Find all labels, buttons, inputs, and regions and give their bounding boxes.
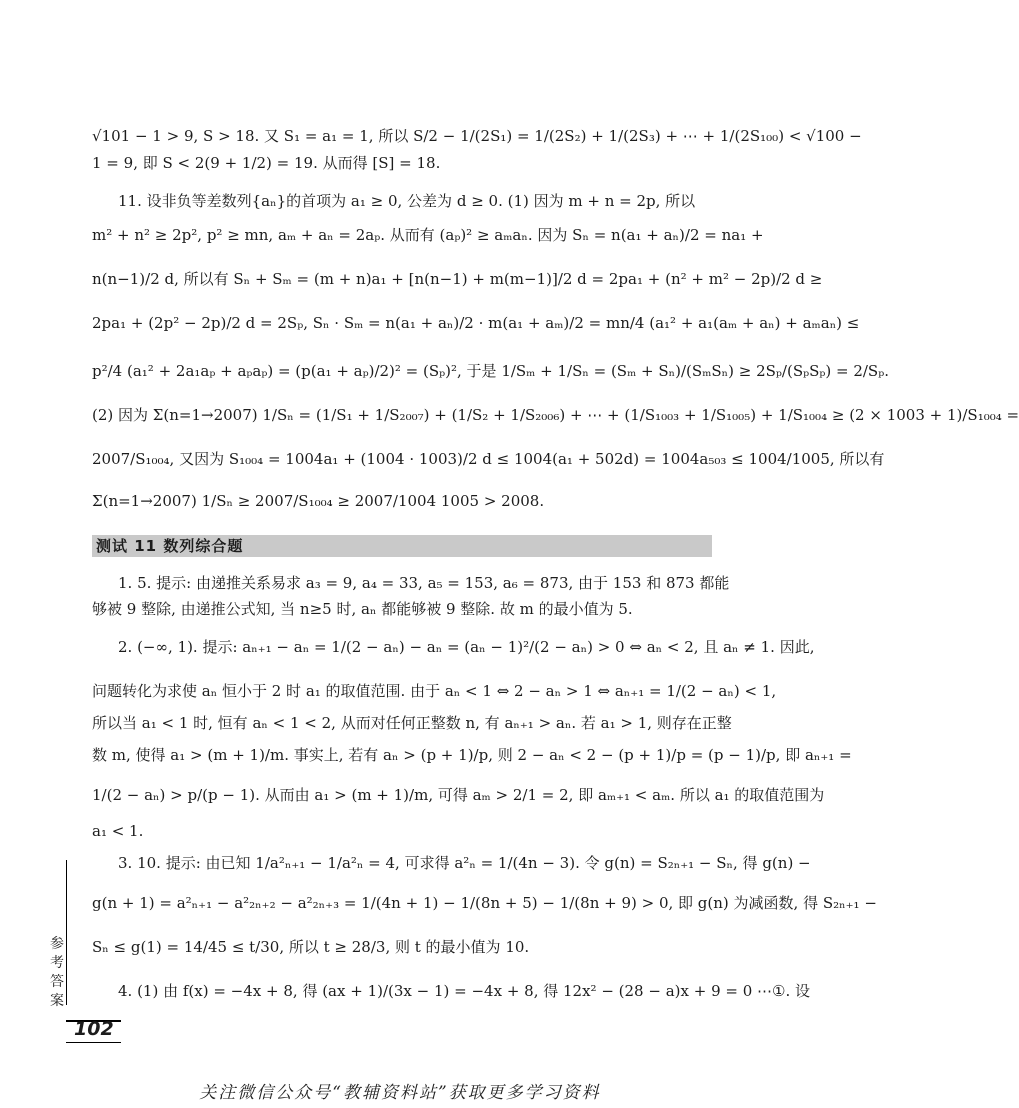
- text-line: 1 = 9, 即 S < 2(9 + 1/2) = 19. 从而得 [S] = 18.: [92, 154, 441, 172]
- text-line: g(n + 1) = a²ₙ₊₁ − a²₂ₙ₊₂ − a²₂ₙ₊₃ = 1/(4n + 1) − 1/(8n + 5) − 1/(8n + 9) > 0, 即 g(n) 为减函数, 得 S₂ₙ₊₁ −: [92, 894, 877, 912]
- text-line: p²/4 (a₁² + 2a₁aₚ + aₚaₚ) = (p(a₁ + aₚ)/2)² = (Sₚ)², 于是 1/Sₘ + 1/Sₙ = (Sₘ + Sₙ)/(SₘSₙ) ≥ 2Sₚ/(SₚSₚ) = 2/Sₚ.: [92, 362, 889, 380]
- text-line: 问题转化为求使 aₙ 恒小于 2 时 a₁ 的取值范围. 由于 aₙ < 1 ⇔ 2 − aₙ > 1 ⇔ aₙ₊₁ = 1/(2 − aₙ) < 1,: [92, 682, 777, 700]
- page-number-rule-bottom: [66, 1042, 121, 1043]
- text-line: Σ(n=1→2007) 1/Sₙ ≥ 2007/S₁₀₀₄ ≥ 2007/1004 1005 > 2008.: [92, 492, 545, 510]
- problem-11-heading-line: 11. 设非负等差数列{aₙ}的首项为 a₁ ≥ 0, 公差为 d ≥ 0. (1) 因为 m + n = 2p, 所以: [118, 192, 696, 210]
- text-line: 1/(2 − aₙ) > p/(p − 1). 从而由 a₁ > (m + 1)/m, 可得 aₘ > 2/1 = 2, 即 aₘ₊₁ < aₘ. 所以 a₁ 的取值范围为: [92, 786, 825, 804]
- margin-rule: [66, 860, 67, 1005]
- page-number: 102: [74, 1018, 114, 1040]
- text-line: 数 m, 使得 a₁ > (m + 1)/m. 事实上, 若有 aₙ > (p + 1)/p, 则 2 − aₙ < 2 − (p + 1)/p = (p − 1)/p, 即 aₙ₊₁ =: [92, 746, 852, 764]
- problem-4-line: 4. (1) 由 f(x) = −4x + 8, 得 (ax + 1)/(3x − 1) = −4x + 8, 得 12x² − (28 − a)x + 9 = 0 ⋯①. 设: [118, 982, 811, 1000]
- footer-watermark: 关注微信公众号“教辅资料站”获取更多学习资料: [199, 1083, 601, 1103]
- problem-2-line: 2. (−∞, 1). 提示: aₙ₊₁ − aₙ = 1/(2 − aₙ) − aₙ = (aₙ − 1)²/(2 − aₙ) > 0 ⇔ aₙ < 2, 且 aₙ ≠ 1. 因此,: [118, 638, 815, 656]
- side-label: 参考答案: [50, 936, 64, 1009]
- problem-3-line: 3. 10. 提示: 由已知 1/a²ₙ₊₁ − 1/a²ₙ = 4, 可求得 a²ₙ = 1/(4n − 3). 令 g(n) = S₂ₙ₊₁ − Sₙ, 得 g(n) −: [118, 854, 811, 872]
- text-line: n(n−1)/2 d, 所以有 Sₙ + Sₘ = (m + n)a₁ + [n(n−1) + m(m−1)]/2 d = 2pa₁ + (n² + m² − 2p)/2 d ≥: [92, 270, 823, 288]
- text-line: a₁ < 1.: [92, 822, 144, 840]
- problem-1-line: 1. 5. 提示: 由递推关系易求 a₃ = 9, a₄ = 33, a₅ = 153, a₆ = 873, 由于 153 和 873 都能: [118, 574, 730, 592]
- section-title: 测试 11 数列综合题: [96, 537, 244, 555]
- text-line: 所以当 a₁ < 1 时, 恒有 aₙ < 1 < 2, 从而对任何正整数 n, 有 aₙ₊₁ > aₙ. 若 a₁ > 1, 则存在正整: [92, 714, 732, 732]
- text-line: 够被 9 整除, 由递推公式知, 当 n≥5 时, aₙ 都能够被 9 整除. 故 m 的最小值为 5.: [92, 600, 633, 618]
- text-line: m² + n² ≥ 2p², p² ≥ mn, aₘ + aₙ = 2aₚ. 从而有 (aₚ)² ≥ aₘaₙ. 因为 Sₙ = n(a₁ + aₙ)/2 = na₁ +: [92, 226, 764, 244]
- text-line: 2007/S₁₀₀₄, 又因为 S₁₀₀₄ = 1004a₁ + (1004 · 1003)/2 d ≤ 1004(a₁ + 502d) = 1004a₅₀₃ ≤ 1004/1005, 所以有: [92, 450, 885, 468]
- text-line: Sₙ ≤ g(1) = 14/45 ≤ t/30, 所以 t ≥ 28/3, 则 t 的最小值为 10.: [92, 938, 530, 956]
- text-line: (2) 因为 Σ(n=1→2007) 1/Sₙ = (1/S₁ + 1/S₂₀₀₇) + (1/S₂ + 1/S₂₀₀₆) + ⋯ + (1/S₁₀₀₃ + 1/S₁₀₀₅) + 1/S₁₀₀₄ ≥ (2 × 1003 + 1)/S₁₀₀₄ =: [92, 406, 1019, 424]
- text-line: 2pa₁ + (2p² − 2p)/2 d = 2Sₚ, Sₙ · Sₘ = n(a₁ + aₙ)/2 · m(a₁ + aₘ)/2 = mn/4 (a₁² + a₁(aₘ + aₙ) + aₘaₙ) ≤: [92, 314, 860, 332]
- text-line: √101 − 1 > 9, S > 18. 又 S₁ = a₁ = 1, 所以 S/2 − 1/(2S₁) = 1/(2S₂) + 1/(2S₃) + ⋯ + 1/(2S₁₀₀) < √100 −: [92, 127, 862, 145]
